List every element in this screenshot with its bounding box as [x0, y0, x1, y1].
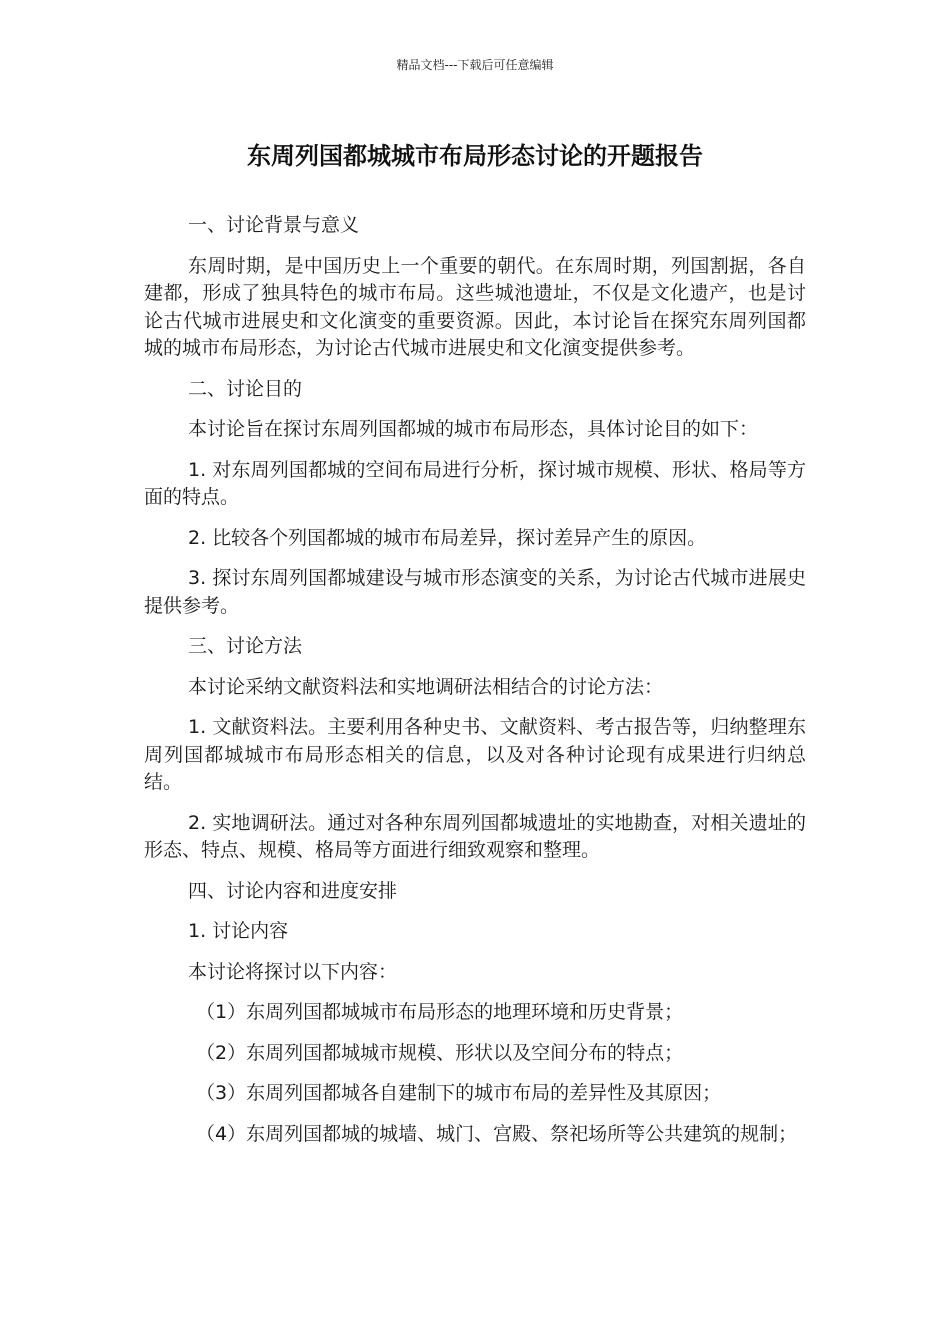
- section-heading: 四、讨论内容和进度安排: [188, 879, 398, 902]
- paragraph: 本讨论将探讨以下内容：: [188, 960, 398, 983]
- paragraph: 本讨论旨在探讨东周列国都城的城市布局形态，具体讨论目的如下：: [188, 418, 759, 440]
- list-item: 2. 比较各个列国都城的城市布局差异，探讨差异产生的原因。: [188, 526, 707, 549]
- section-heading: 一、讨论背景与意义: [188, 214, 360, 236]
- list-item: 2. 实地调研法。通过对各种东周列国都城遗址的实地勘查，对相关遗址的形态、特点、规模、格局等方面进行细致观察和整理。: [144, 811, 806, 861]
- list-item: （3）东周列国都城各自建制下的城市布局的差异性及其原因；: [196, 1082, 722, 1104]
- list-item: 1. 对东周列国都城的空间布局进行分析，探讨城市规模、形状、格局等方面的特点。: [144, 458, 806, 508]
- paragraph: 东周时期，是中国历史上一个重要的朝代。在东周时期，列国割据，各自建都，形成了独具特色的城市布局。这些城池遗址，不仅是文化遗产，也是讨论古代城市进展史和文化演变的重要资源。因此，本讨论旨在探究东周列国都城的城市布局形态，为讨论古代城市进展史和文化演变提供参考。: [144, 254, 806, 359]
- document-title: 东周列国都城城市布局形态讨论的开题报告: [247, 142, 703, 170]
- paragraph: 本讨论采纳文献资料法和实地调研法相结合的讨论方法：: [188, 675, 664, 698]
- header-note: 精品文档---下载后可任意编辑: [396, 58, 554, 72]
- list-item: （4）东周列国都城的城墙、城门、宫殿、祭祀场所等公共建筑的规制；: [196, 1122, 798, 1145]
- section-heading: 三、讨论方法: [188, 635, 303, 657]
- section-heading: 二、讨论目的: [188, 377, 303, 400]
- list-item: 3. 探讨东周列国都城建设与城市形态演变的关系，为讨论古代城市进展史提供参考。: [144, 567, 806, 617]
- sub-heading: 1. 讨论内容: [188, 920, 289, 942]
- list-item: （2）东周列国都城城市规模、形状以及空间分布的特点；: [196, 1041, 684, 1064]
- list-item: 1. 文献资料法。主要利用各种史书、文献资料、考古报告等，归纳整理东周列国都城城市布局形态相关的信息，以及对各种讨论现有成果进行归纳总结。: [144, 716, 806, 793]
- document-body: [144, 212, 806, 1161]
- list-item: （1）东周列国都城城市布局形态的地理环境和历史背景；: [196, 1001, 684, 1023]
